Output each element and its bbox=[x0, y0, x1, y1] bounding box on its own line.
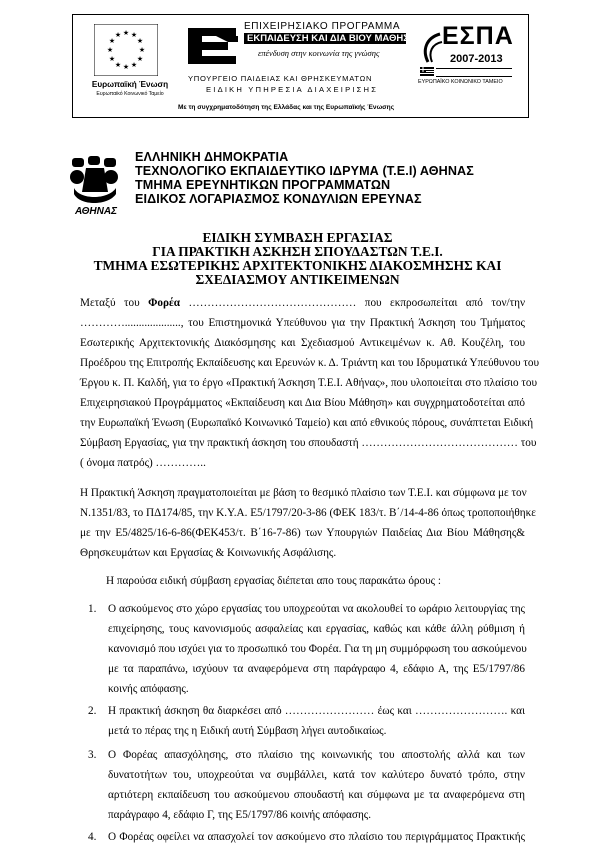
program-slogan: επένδυση στην κοινωνία της γνώσης bbox=[258, 48, 380, 58]
text: Μεταξύ του bbox=[80, 297, 140, 309]
paragraph-line: με την Ε5/4825/16-6-86(ΦΕΚ453/τ. Β΄16-7-86) των Υπουργιών Παιδείας Δια Βίου Μάθησης& bbox=[80, 527, 525, 539]
document-title: ΕΙΔΙΚΗ ΣΥΜΒΑΣΗ ΕΡΓΑΣΙΑΣ bbox=[202, 230, 393, 245]
document-title: ΣΧΕΔΙΑΣΜΟΥ ΑΝΤΙΚΕΙΜΕΝΩΝ bbox=[195, 272, 400, 287]
ministry-name: ΥΠΟΥΡΓΕΙΟ ΠΑΙΔΕΙΑΣ ΚΑΙ ΘΡΗΣΚΕΥΜΑΤΩΝ bbox=[188, 74, 373, 83]
espa-title: ΕΣΠΑ bbox=[442, 22, 514, 50]
paragraph-line: Σύμβαση Εργασίας, για την πρακτική άσκηση του σπουδαστή …………………………………… του bbox=[80, 437, 537, 449]
espa-caption: ΕΥΡΩΠΑΪΚΟ ΚΟΙΝΩΝΙΚΟ ΤΑΜΕΙΟ bbox=[418, 79, 503, 85]
institution-line: ΤΜΗΜΑ ΕΡΕΥΝΗΤΙΚΩΝ ΠΡΟΓΡΑΜΜΑΤΩΝ bbox=[135, 178, 391, 192]
greek-flag-icon bbox=[420, 67, 434, 76]
svg-text:★: ★ bbox=[114, 31, 122, 39]
term-line: επιχείρησης, τους κανονισμούς ασφαλείας και εργασίας, καθώς και κάθε άλλη ρύθμιση ή bbox=[108, 623, 525, 635]
term-line: Η πρακτική άσκηση θα διαρκέσει από …………………… έως και ……………………. και bbox=[108, 705, 525, 717]
term-number: 4. bbox=[88, 831, 97, 843]
term-number: 3. bbox=[88, 749, 97, 761]
special-service-name: ΕΙΔΙΚΗ ΥΠΗΡΕΣΙΑ ΔΙΑΧΕΙΡΙΣΗΣ bbox=[206, 85, 379, 94]
paragraph-line: την Ευρωπαϊκή Ένωση (Ευρωπαϊκό Κοινωνικό Ταμείο) και από εθνικούς πόρους, συνάπτεται Ειδική bbox=[80, 417, 534, 429]
paragraph-line: Θρησκευμάτων και Εργασίας & Κοινωνικής Ασφάλισης. bbox=[80, 547, 337, 559]
svg-text:★: ★ bbox=[130, 31, 138, 39]
paragraph-line: Επιχειρησιακού Προγράμματος «Εκπαίδευση και Δια Βίου Μάθηση» και συγχρηματοδοτείται από bbox=[80, 397, 525, 409]
program-logo-icon bbox=[186, 26, 241, 66]
svg-text:★: ★ bbox=[114, 61, 122, 69]
term-number: 1. bbox=[88, 603, 97, 615]
paragraph-line: Προέδρου της Επιτροπής Εκπαίδευσης και Ερευνών κ. Δ. Τριάντη και του Ιδρυματικά Υπεύθυνου του bbox=[80, 357, 540, 369]
term-line: κοινής απόφασης. bbox=[108, 683, 189, 695]
blank-field: ……………………………………… bbox=[188, 297, 357, 309]
term-line: Ο Φορέας απασχόλησης, στο πλαίσιο της κοινωνικής του αποστολής αλλά και των bbox=[108, 749, 525, 761]
institution-line: ΤΕΧΝΟΛΟΓΙΚΟ ΕΚΠΑΙΔΕΥΤΙΚΟ ΙΔΡΥΜΑ (Τ.Ε.Ι) ΑΘΗΝΑΣ bbox=[135, 164, 474, 178]
term-line: Ο Φορέας οφείλει να απασχολεί τον ασκούμενο στο πλαίσιο του περιγράμματος Πρακτικής bbox=[108, 831, 525, 843]
svg-text:★: ★ bbox=[122, 63, 130, 71]
svg-text:★: ★ bbox=[138, 46, 146, 54]
svg-text:ΑΘΗΝΑΣ: ΑΘΗΝΑΣ bbox=[75, 206, 117, 217]
svg-text:★: ★ bbox=[108, 55, 116, 63]
svg-text:★: ★ bbox=[136, 37, 144, 45]
term-line: μετά το πέρας της η Ειδική αυτή Σύμβαση λήγει αυτοδικαίως. bbox=[108, 725, 387, 737]
paragraph-line bbox=[80, 296, 525, 310]
term-number: 2. bbox=[88, 705, 97, 717]
paragraph-line: …………...................., του Επιστημονικά Υπεύθυνου για την Πρακτική Άσκηση του Τμήματος bbox=[80, 317, 525, 329]
svg-text:★: ★ bbox=[106, 46, 114, 54]
paragraph-line: Η Πρακτική Άσκηση πραγματοποιείται με βάση το θεσμικό πλαίσιο των Τ.Ε.Ι. και σύμφωνα με τον bbox=[80, 487, 527, 499]
document-title: ΓΙΑ ΠΡΑΚΤΙΚΗ ΑΣΚΗΣΗ ΣΠΟΥΔΑΣΤΩΝ Τ.Ε.Ι. bbox=[152, 244, 443, 259]
paragraph-line: Εσωτερικής Αρχιτεκτονικής Διακόσμησης και Σχεδιασμού Αντικειμένων κ. Αθ. Κουζέλη, του bbox=[80, 337, 525, 349]
svg-text:★: ★ bbox=[122, 29, 130, 37]
term-line: δυνατοτήτων του, υποχρεούται να συμβάλλει, κατά τον καλύτερο δυνατό τρόπο, στην bbox=[108, 769, 525, 781]
term-line: αρτιότερη εκπαίδευση του ασκούμενου σπουδαστή και σύμφωνα με τα αναφερόμενα στη bbox=[108, 789, 525, 801]
espa-years: 2007-2013 bbox=[450, 53, 503, 65]
program-title-line1: ΕΠΙΧΕΙΡΗΣΙΑΚΟ ΠΡΟΓΡΑΜΜΑ bbox=[244, 21, 401, 32]
term-line: παράγραφο 4, εδάφιο Γ, της Ε5/1797/86 κοινής απόφασης. bbox=[108, 809, 372, 821]
cofinance-note: Με τη συγχρηματοδότηση της Ελλάδας και της Ευρωπαϊκής Ένωσης bbox=[178, 104, 395, 111]
svg-text:★: ★ bbox=[130, 61, 138, 69]
paragraph-line: Έργου κ. Π. Καλδή, για το έργο «Πρακτική Άσκηση Τ.Ε.Ι. Αθήνας», που υλοποιείται στο πλαίσιο του bbox=[80, 377, 538, 389]
program-title-line2: ΕΚΠΑΙΔΕΥΣΗ ΚΑΙ ΔΙΑ ΒΙΟΥ ΜΑΘΗΣΗ bbox=[244, 33, 406, 44]
svg-text:★: ★ bbox=[108, 37, 116, 45]
svg-text:★: ★ bbox=[136, 55, 144, 63]
text: που εκπροσωπείται από τον/την bbox=[364, 297, 526, 309]
term-line: κανονισμό που ισχύει για το προσωπικό του Φορέα. Για τη μη συμμόρφωση του ασκούμενου bbox=[108, 643, 527, 655]
entity-label: Φορέα bbox=[148, 297, 181, 309]
terms-intro: Η παρούσα ειδική σύμβαση εργασίας διέπεται απο τους παρακάτω όρους : bbox=[106, 575, 441, 587]
eu-flag-icon bbox=[94, 24, 158, 76]
term-line: Ο ασκούμενος στο χώρο εργασίας του υποχρεούται να ακολουθεί το ωράριο λειτουργίας της bbox=[108, 603, 525, 615]
espa-swirl-icon bbox=[420, 30, 444, 66]
tei-athens-logo-icon bbox=[64, 154, 128, 218]
eu-caption: Ευρωπαϊκή Ένωση bbox=[91, 80, 169, 89]
institution-line: ΕΛΛΗΝΙΚΗ ΔΗΜΟΚΡΑΤΙΑ bbox=[135, 150, 289, 164]
paragraph-line: Ν.1351/83, το ΠΔ174/85, την Κ.Υ.Α. Ε5/1797/20-3-86 (ΦΕΚ 183/τ. Β΄/14-4-86 όπως τροποποιήθηκε bbox=[80, 507, 536, 519]
term-line: με τα παραπάνω, ισχύουν τα αναφερόμενα στη παράγραφο 4, εδάφιο Α, της Ε5/1797/86 bbox=[108, 663, 525, 675]
document-title: ΤΜΗΜΑ ΕΣΩΤΕΡΙΚΗΣ ΑΡΧΙΤΕΚΤΟΝΙΚΗΣ ΔΙΑΚΟΣΜΗΣΗΣ ΚΑΙ bbox=[93, 258, 502, 273]
institution-line: ΕΙΔΙΚΟΣ ΛΟΓΑΡΙΑΣΜΟΣ ΚΟΝΔΥΛΙΩΝ ΕΡΕΥΝΑΣ bbox=[135, 192, 422, 206]
eu-fund-caption: Ευρωπαϊκό Κοινωνικό Ταμείο bbox=[96, 91, 164, 97]
espa-eu-stripe bbox=[436, 68, 512, 77]
paragraph-line: ( όνομα πατρός) ………….. bbox=[80, 457, 206, 469]
